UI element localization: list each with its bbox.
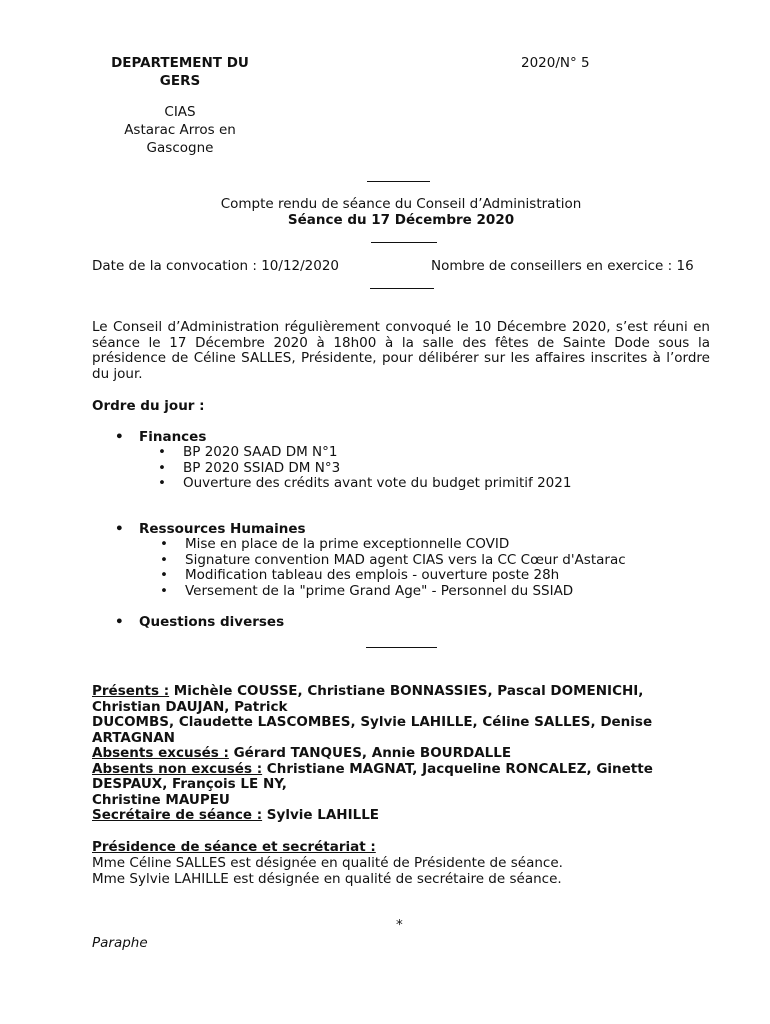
bullet-icon: • (160, 551, 168, 568)
separator-2 (371, 242, 437, 243)
separator-3 (370, 288, 434, 289)
agenda-item-finances (115, 429, 206, 445)
agenda-item-label: Ressources Humaines (139, 521, 306, 537)
list-item: • Ouverture des crédits avant vote du budget primitif 2021 (158, 475, 572, 492)
agenda-item-hr (115, 521, 306, 537)
separator-1 (367, 181, 430, 182)
presidency-line-1: Mme Céline SALLES est désignée en qualité de Présidente de séance. (92, 855, 563, 871)
list-item: • Signature convention MAD agent CIAS vers la CC Cœur d'Astarac (160, 551, 626, 568)
presidency-line-2: Mme Sylvie LAHILLE est désignée en qualité de secrétaire de séance. (92, 871, 562, 887)
unexcused-line-3: Christine MAUPEU (92, 791, 230, 808)
agenda-heading: Ordre du jour : (92, 398, 205, 414)
unexcused-line-2: DESPAUX, François LE NY, (92, 776, 287, 792)
paraphe-label: Paraphe (92, 935, 148, 951)
separator-star: * (396, 917, 403, 933)
hr-sublist (160, 537, 626, 599)
list-item: • Mise en place de la prime exceptionnelle COVID (160, 536, 510, 552)
bullet-icon: • (115, 614, 124, 630)
bullet-icon: • (160, 567, 168, 584)
list-item: • Versement de la "prime Grand Age" - Personnel du SSIAD (160, 582, 574, 599)
excused-label: Absents excusés : (92, 745, 229, 761)
list-item: • Modification tableau des emplois - ouverture poste 28h (160, 567, 560, 584)
cias-name: CIAS Astarac Arros en Gascogne (124, 104, 236, 156)
presidency-heading: Présidence de séance et secrétariat : (92, 839, 376, 855)
bullet-icon: • (158, 475, 166, 492)
unexcused-line (92, 762, 710, 778)
list-item: • BP 2020 SSIAD DM N°3 (158, 459, 341, 476)
agenda-item-misc (115, 614, 284, 630)
unexcused-names: Christiane MAGNAT, Jacqueline RONCALEZ, Ginette (262, 760, 653, 777)
deliberation-number: 2020/N° 5 (521, 55, 590, 71)
agenda-item-label: Finances (139, 429, 207, 445)
finances-sublist (158, 445, 571, 492)
bullet-icon: • (115, 429, 124, 445)
presents-line-4: ARTAGNAN (92, 729, 175, 746)
excused-names: Gérard TANQUES, Annie BOURDALLE (228, 745, 512, 761)
presents-line-3: DUCOMBS, Claudette LASCOMBES, Sylvie LAHILLE, Céline SALLES, Denise (92, 714, 653, 730)
bullet-icon: • (160, 536, 168, 552)
session-title: Séance du 17 Décembre 2020 (287, 212, 515, 228)
bullet-icon: • (115, 521, 124, 537)
presents-label: Présents : (92, 683, 170, 699)
list-item: • BP 2020 SAAD DM N°1 (158, 444, 338, 460)
attendance-block (92, 684, 710, 824)
presents-line-2: Christian DAUJAN, Patrick (92, 698, 288, 715)
bullet-icon: • (158, 444, 166, 460)
secretary-line (92, 808, 710, 824)
intro-paragraph: Le Conseil d’Administration régulièrement convoqué le 10 Décembre 2020, s’est réuni en séance le 17 Décembre 2020 à 18h00 à la salle des fêtes de Sainte Dode sous la présidence de Céline SALLES, Présidente, pour délibérer sur les affaires inscrites à l’ordre du jour. (92, 319, 710, 382)
report-title: Compte rendu de séance du Conseil d’Administration (220, 196, 582, 212)
bullet-icon: • (158, 459, 166, 476)
unexcused-label: Absents non excusés : (92, 760, 263, 777)
presents-names: Michèle COUSSE, Christiane BONNASSIES, Pascal DOMENICHI, (169, 683, 644, 699)
bullet-icon: • (160, 582, 168, 599)
secretary-label: Secrétaire de séance : (92, 807, 263, 823)
presents-line (92, 684, 710, 700)
excused-line (92, 746, 710, 762)
separator-4 (366, 647, 437, 648)
councillor-count: Nombre de conseillers en exercice : 16 (431, 258, 694, 274)
secretary-name: Sylvie LAHILLE (262, 807, 380, 823)
agenda-item-label: Questions diverses (139, 614, 285, 630)
convocation-date: Date de la convocation : 10/12/2020 (92, 258, 340, 274)
department-name: DEPARTEMENT DU GERS (111, 55, 249, 89)
